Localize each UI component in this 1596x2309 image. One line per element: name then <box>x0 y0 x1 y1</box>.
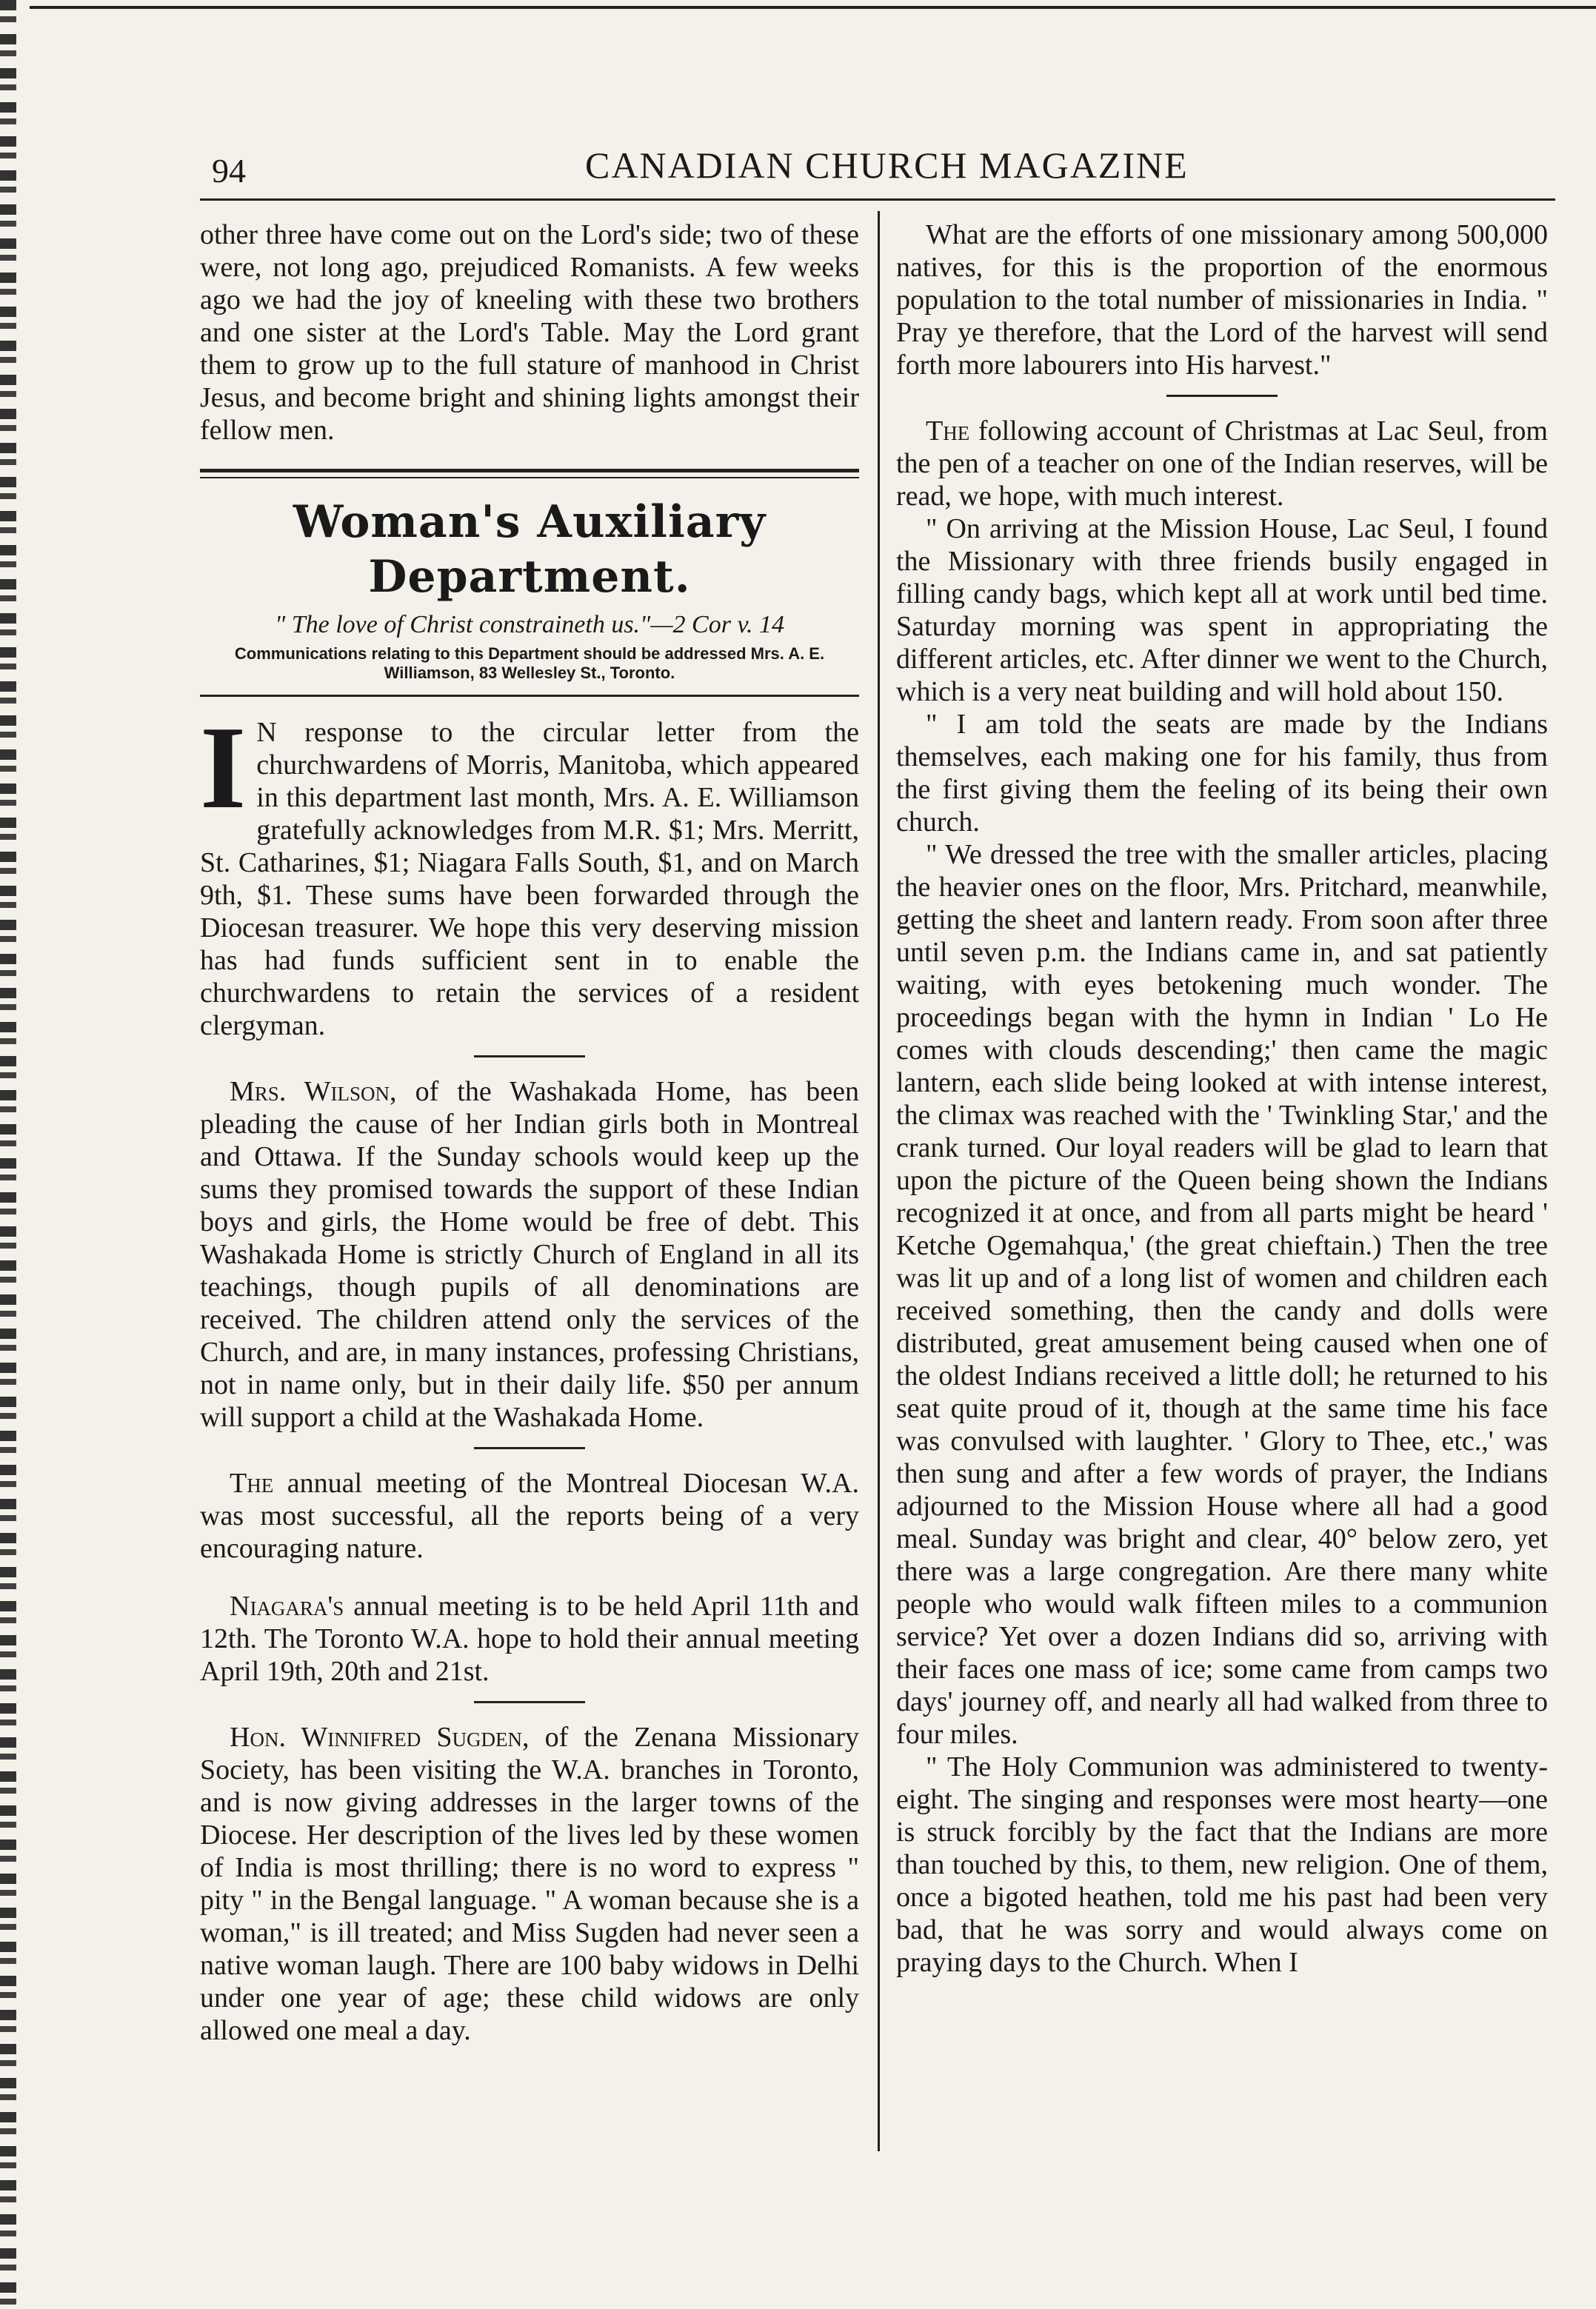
paragraph: " The Holy Communion was administered to twenty-eight. The singing and responses were most hearty—one is struck forcibly by the fact that the Indians are more than touched by this, to them, new religion. One of them, once a bigoted heathen, told me his past had been very bad, that he was sorry and would always come on praying days to the Church. When I <box>896 1751 1548 1978</box>
top-border-rule <box>30 6 1596 9</box>
paragraph: I N response to the circular letter from the churchwardens of Morris, Manitoba, which appeared in this department last month, Mrs. A. E. Williamson gratefully acknowledges from M.R. $1; Mrs. Merritt, St. Catharines, $1; Niagara Falls South, $1, and on March 9th, $1. These sums have been forwarded through the Diocesan treasurer. We hope this very deserving mission has had funds sufficient sent in to enable the churchwardens to retain the services of a resident clergyman. <box>200 701 859 1041</box>
communications-note: Communications relating to this Department should be addressed Mrs. A. E. Williamson, 83 Wellesley St., Toronto. <box>234 644 825 682</box>
divider <box>200 695 859 697</box>
paragraph: Hon. Winnifred Sugden, of the Zenana Missionary Society, has been visiting the W.A. branches in Toronto, and is now giving addresses in the larger towns of the Diocese. Her description of the lives led by these women of India is most thrilling; there is no word to express " pity " in the Bengal language. " A woman because she is a woman," is ill treated; and Miss Sugden had never seen a native woman laugh. There are 100 baby widows in Delhi under one year of age; these child widows are only allowed one meal a day. <box>200 1722 859 2046</box>
paragraph: " On arriving at the Mission House, Lac Seul, I found the Missionary with three friends busily engaged in filling candy bags, which kept all at work until bed time. Saturday morning was spent in appropriating the different articles, etc. After dinner we went to the Church, which is a very neat building and will hold about 150. <box>896 513 1548 707</box>
paragraph: Mrs. Wilson, of the Washakada Home, has been pleading the cause of her Indian girls both in Montreal and Ottawa. If the Sunday schools would keep up the sums they promised towards the support of these Indian boys and girls, the Home would be free of debt. This Washakada Home is strictly Church of England in all its teachings, though pupils of all denominations are received. The children attend only the services of the Church, and are, in many instances, professing Christians, not in name only, but in their daily life. $50 per annum will support a child at the Washakada Home. <box>200 1076 859 1433</box>
paragraph: other three have come out on the Lord's side; two of these were, not long ago, prejudiced Romanists. A few weeks ago we had the joy of kneeling with these two brothers and one sister at the Lord's Table. May the Lord grant them to grow up to the full stature of manhood in Christ Jesus, and become bright and shining lights amongst their fellow men. <box>200 219 859 446</box>
page-number: 94 <box>212 152 246 190</box>
paragraph: " I am told the seats are made by the Indians themselves, each making one for his family, thus from the first giving them the feeling of its being their own church. <box>896 709 1548 838</box>
divider <box>1166 395 1278 397</box>
paragraph: What are the efforts of one missionary among 500,000 natives, for this is the proportion of the enormous population to the total number of missionaries in India. " Pray ye therefore, that the Lord of the harvest will send forth more labourers into His harvest." <box>896 219 1548 381</box>
left-column <box>200 218 859 2047</box>
paragraph: The annual meeting of the Montreal Diocesan W.A. was most successful, all the reports being of a very encouraging nature. <box>200 1468 859 1564</box>
header-rule <box>200 198 1555 201</box>
paragraph: " We dressed the tree with the smaller articles, placing the heavier ones on the floor, Mrs. Pritchard, meanwhile, getting the sheet and lantern ready. From soon after three until seven p.m. the Indians came in, and sat patiently waiting, with eyes betokening much wonder. The proceedings began with the hymn in Indian ' Lo He comes with clouds descending;' then came the magic lantern, each slide being looked at with intense interest, the climax was reached with the ' Twinkling Star,' and the crank turned. Our loyal readers will be glad to learn that upon the picture of the Queen being shown the Indians recognized it at once, and from all parts might be heard ' Ketche Ogemahqua,' (the great chieftain.) Then the tree was lit up and of a long list of women and children each received something, then the candy and dolls were distributed, great amusement being caused when one of the oldest Indians received a little doll; he returned to his seat quite proud of it, though at the same time his face was convulsed with laughter. ' Glory to Thee, etc.,' was then sung and after a few words of prayer, the Indians adjourned to the Mission House where all had a good meal. Sunday was bright and clear, 40° below zero, yet there was a large congregation. Are there many white people who would walk fifteen miles to a communion service? Yet over a dozen Indians did so, arriving with their faces one mass of ice; some came from camps two days' journey off, and nearly all had walked from three to four miles. <box>896 839 1548 1750</box>
column-divider <box>878 211 880 2151</box>
page-edge-shadow <box>0 0 16 2309</box>
section-motto: " The love of Christ constraineth us."—2 Cor v. 14 <box>274 611 785 638</box>
paragraph: Niagara's annual meeting is to be held April 11th and 12th. The Toronto W.A. hope to hold their annual meeting April 19th, 20th and 21st. <box>200 1591 859 1687</box>
page-header <box>200 141 1555 200</box>
divider <box>474 1701 585 1703</box>
drop-cap: I <box>200 701 247 833</box>
paragraph: The following account of Christmas at Lac Seul, from the pen of a teacher on one of the Indian reserves, will be read, we hope, with much interest. <box>896 415 1548 512</box>
running-title: CANADIAN CHURCH MAGAZINE <box>585 144 1189 186</box>
section-title: Woman's Auxiliary Department. <box>293 496 767 603</box>
section-rule <box>200 469 859 478</box>
right-column <box>896 218 1548 1979</box>
divider <box>474 1055 585 1057</box>
divider <box>474 1447 585 1449</box>
